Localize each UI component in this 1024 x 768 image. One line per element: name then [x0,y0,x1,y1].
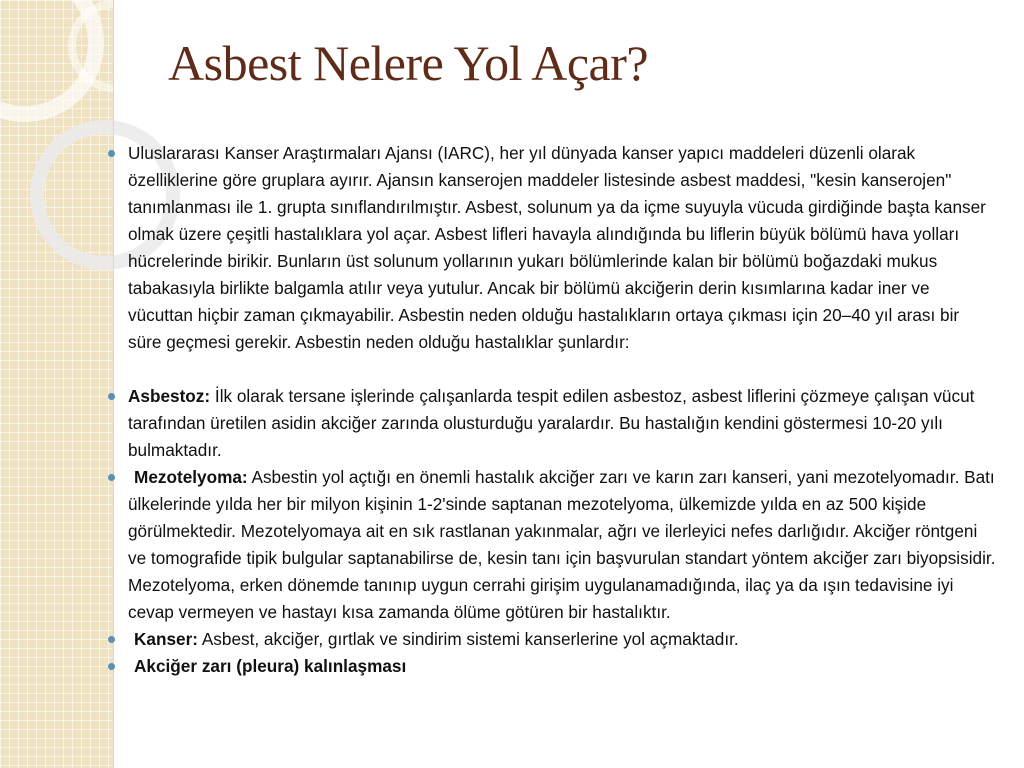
bullet-label: Asbestoz: [128,386,211,406]
bullet-item-intro [108,140,996,356]
bullet-text: Uluslararası Kanser Araştırmaları Ajansı (IARC), her yıl dünyada kanser yapıcı maddeleri düzenli olarak özelliklerine göre gruplara ayırır. Ajansın kanserojen maddeler listesinde asbest maddesi, "kesin kanserojen" tanımlanması ile 1. grupta sınıflandırılmıştır. Asbest, solunum ya da içme suyuyla vücuda girdiğinde başta kanser olmak üzere çeşitli hastalıklara yol açar. Asbest lifleri havayla alındığında bu liflerin büyük bölümü hava yolları hücrelerinde birikir. Bunların üst solunum yollarının yukarı bölümlerinde kalan bir bölümü boğazdaki mukus tabakasıyla birlikte balgamla atılır veya yutulur. Ancak bir bölümü akciğerin derin kısımlarına kadar iner ve vücuttan hiçbir zaman çıkmayabilir. Asbestin neden olduğu hastalıkların ortaya çıkması için 20–40 yıl arası bir süre geçmesi gerekir. Asbestin neden olduğu hastalıklar şunlardır: [128,143,986,352]
slide-body [108,140,996,680]
bullet-dot-icon [108,663,115,670]
bullet-item-pleura [108,653,996,680]
bullet-label: Mezotelyoma: [134,467,248,487]
decorative-side-band [0,0,114,768]
bullet-item-asbestoz [108,383,996,464]
bullet-dot-icon [108,150,115,157]
bullet-text: İlk olarak tersane işlerinde çalışanlarda tespit edilen asbestoz, asbest liflerini çözmeye çalışan vücut tarafından üretilen asidin akciğer zarında olusturduğu yaralardır. Bu hastalığın kendini göstermesi 10-20 yılı bulmaktadır. [128,386,975,460]
bullet-text: Asbest, akciğer, gırtlak ve sindirim sistemi kanserlerine yol açmaktadır. [198,629,739,649]
bullet-label: Akciğer zarı (pleura) kalınlaşması [134,656,407,676]
bullet-item-mezotelyoma [108,464,996,626]
bullet-dot-icon [108,393,115,400]
bullet-label: Kanser: [134,629,198,649]
bullet-item-kanser [108,626,996,653]
slide-title: Asbest Nelere Yol Açar? [168,35,649,91]
bullet-dot-icon [108,474,115,481]
bullet-dot-icon [108,636,115,643]
bullet-text: Asbestin yol açtığı en önemli hastalık akciğer zarı ve karın zarı kanseri, yani mezotelyomadır. Batı ülkelerinde yılda her bir milyon kişinin 1-2'sinde saptanan mezotelyoma, ülkemizde yılda en az 500 kişide görülmektedir. Mezotelyomaya ait en sık rastlanan yakınmalar, ağrı ve ilerleyici nefes darlığıdır. Akciğer röntgeni ve tomografide tipik bulgular saptanabilirse de, kesin tanı için başvurulan standart yöntem akciğer zarı biyopsisidir. Mezotelyoma, erken dönemde tanınıp uygun cerrahi girişim uygulanamadığında, ilaç ya da ışın tedavisine iyi cevap vermeyen ve hastayı kısa zamanda ölüme götüren bir hastalıktır. [128,467,996,622]
